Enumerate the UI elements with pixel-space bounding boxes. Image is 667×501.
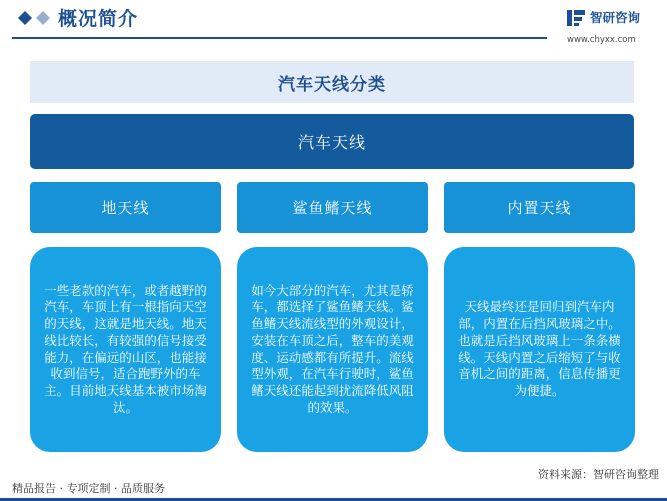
source-note: 资料来源：智研咨询整理 [538,468,659,481]
footer-slogan: 精品报告 · 专项定制 · 品质服务 [12,482,165,495]
category-label: 鲨鱼鳍天线 [292,199,373,217]
description-ground-antenna [30,247,221,452]
section-title: 概况简介 [58,8,139,30]
description-text: 如今大部分的汽车，尤其是轿车，都选择了鲨鱼鳍天线。鲨鱼鳍天线流线型的外观设计，安装在车顶之后，整车的美观度、运动感都有所提升。流线型外观，在汽车行驶时，鲨鱼鳍天线还能起到扰流降低风阻的效果。 [251,282,414,415]
brand-logo-block [566,7,662,47]
brand-logo-icon [566,9,586,27]
category-shark-fin-antenna [237,182,428,233]
brand-url: www.chyxx.com [567,35,636,45]
description-built-in-antenna [444,247,635,452]
category-built-in-antenna [444,182,635,233]
category-label: 地天线 [101,199,150,217]
root-node-label: 汽车天线 [297,133,366,152]
root-node [30,114,634,169]
category-label: 内置天线 [507,199,572,217]
brand-name: 智研咨询 [590,10,641,25]
description-shark-fin-antenna [237,247,428,452]
header-underline [12,37,547,39]
diagram-title-band [30,61,634,103]
description-text: 天线最终还是回归到汽车内部，内置在后挡风玻璃之中。也就是后挡风玻璃上一条条横线。天线内置之后缩短了与收音机之间的距离，信息传播更为便捷。 [458,299,621,398]
category-ground-antenna [30,182,221,233]
diamond-bullet-icon [16,10,56,26]
description-text: 一些老款的汽车，或者越野的汽车，车顶上有一根指向天空的天线，这就是地天线。地天线比较长，有较强的信号接受能力，在偏远的山区，也能接收到信号，适合跑野外的车主。目前地天线基本被市场淘汰。 [44,282,207,415]
diagram-title: 汽车天线分类 [278,74,386,95]
